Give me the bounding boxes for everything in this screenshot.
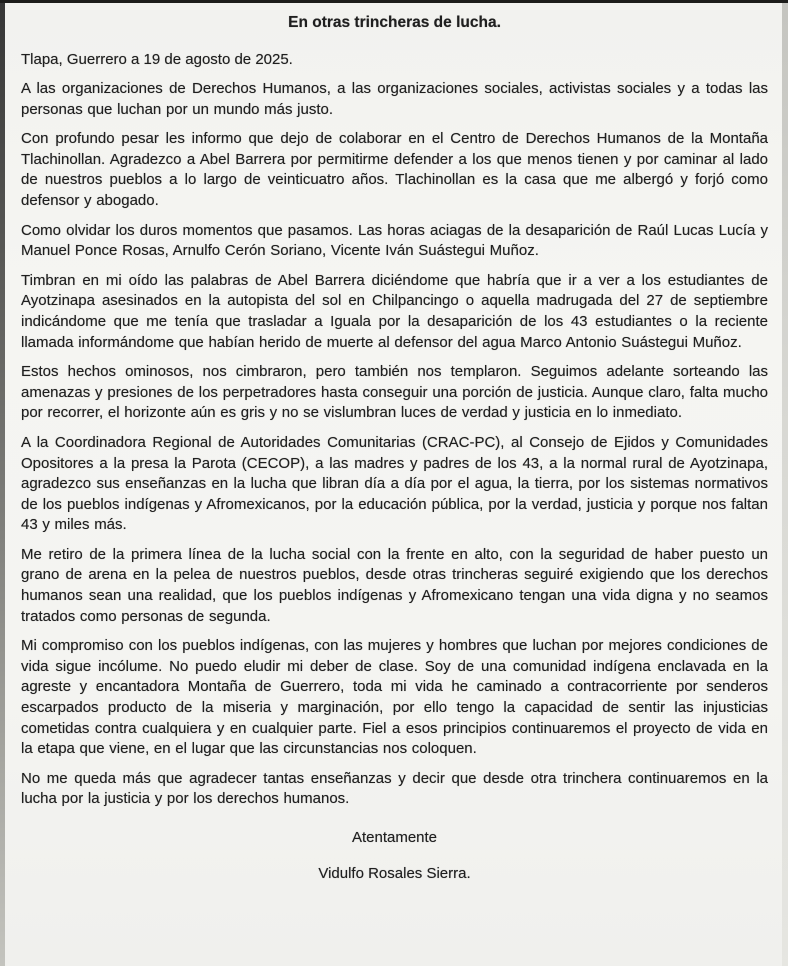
letter-paragraph: Como olvidar los duros momentos que pasamos. Las horas aciagas de la desaparición de Raúl Lucas Lucía y Manuel Ponce Rosas, Arnulfo Cerón Soriano, Vicente Iván Suástegui Muñoz. [21, 221, 768, 260]
letter-paragraph: Timbran en mi oído las palabras de Abel Barrera diciéndome que habría que ir a ver a los estudiantes de Ayotzinapa asesinados en la autopista del sol en Chilpancingo o aquella madrugada del 27 de septiembre indicándome que me tenía que trasladar a Iguala por la desaparición de los 43 estudiantes o la reciente llamada informándome que habían herido de muerte al defensor del agua Marco Antonio Suástegui Muñoz. [21, 271, 768, 351]
letter-title: En otras trincheras de lucha. [288, 14, 501, 31]
letter-paragraph: Estos hechos ominosos, nos cimbraron, pero también nos templaron. Seguimos adelante sorteando las amenazas y presiones de los perpetradores hasta conseguir una porción de justicia. Aunque claro, falta mucho por recorrer, el horizonte aún es gris y no se vislumbran luces de verdad y justicia en lo inmediato. [21, 363, 768, 422]
letter-paragraph: Me retiro de la primera línea de la lucha social con la frente en alto, con la seguridad de haber puesto un grano de arena en la pelea de nuestros pueblos, desde otras trincheras seguiré exigiendo que los derechos humanos sean una realidad, que los pueblos indígenas y Afromexicano tengan una vida digna y no seamos tratados como personas de segunda. [21, 545, 768, 625]
letter-dateline: Tlapa, Guerrero a 19 de agosto de 2025. [21, 51, 293, 68]
letter-paragraph: No me queda más que agradecer tantas enseñanzas y decir que desde otra trinchera continuaremos en la lucha por la justicia y por los derechos humanos. [21, 769, 768, 808]
letter-document [0, 3, 788, 884]
letter-paragraph: A la Coordinadora Regional de Autoridades Comunitarias (CRAC-PC), al Consejo de Ejidos y Comunidades Opositores a la presa la Parota (CECOP), a las madres y padres de los 43, a la normal rural de Ayotzinapa, agradezco sus enseñanzas en la lucha que libran día a día por el agua, la tierra, por los sistemas normativos de los pueblos indígenas y Afromexicanos, por la educación pública, por la verdad, justicia y porque nos faltan 43 y miles más. [21, 433, 768, 534]
letter-paragraph: Con profundo pesar les informo que dejo de colaborar en el Centro de Derechos Humanos de la Montaña Tlachinollan. Agradezco a Abel Barrera por permitirme defender a los que menos tienen y por caminar al lado de nuestros pueblos a lo largo de veinticuatro años. Tlachinollan es la casa que me albergó y forjó como defensor y abogado. [21, 130, 768, 209]
letter-body [21, 79, 768, 810]
letter-paragraph: A las organizaciones de Derechos Humanos, a las organizaciones sociales, activistas sociales y a todas las personas que luchan por un mundo más justo. [21, 80, 768, 118]
letter-paragraph: Mi compromiso con los pueblos indígenas, con las mujeres y hombres que luchan por mejores condiciones de vida sigue incólume. No puedo eludir mi deber de clase. Soy de una comunidad indígena enclavada en la agreste y encantadora Montaña de Guerrero, toda mi vida he caminado a contracorriente por senderos escarpados producto de la miseria y marginación, por ello tengo la capacidad de sentir las injusticias cometidas contra cualquiera y en cualquier parte. Fiel a esos principios continuaremos el proyecto de vida en la etapa que viene, en el lugar que las circunstancias nos coloquen. [21, 637, 768, 758]
letter-closing: Atentamente [351, 829, 438, 846]
letter-signature: Vidulfo Rosales Sierra. [318, 865, 471, 882]
